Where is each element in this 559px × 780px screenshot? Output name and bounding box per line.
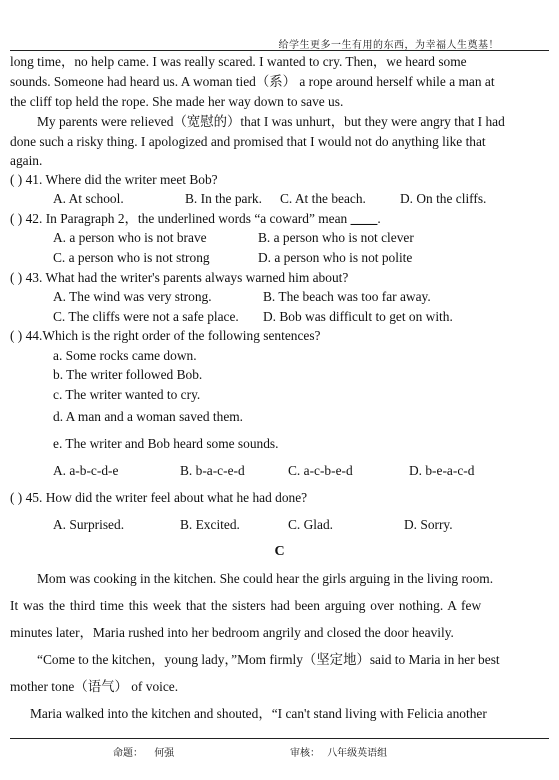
- q43-option-c: C. The cliffs were not a safe place.: [53, 309, 239, 324]
- section-c-line: It was the third time this week that the sisters had been arguing over nothing. A few: [10, 598, 482, 613]
- q43-option-a: A. The wind was very strong.: [53, 289, 212, 304]
- q43-option-b: B. The beach was too far away.: [263, 289, 431, 304]
- question-45-stem: ( ) 45. How did the writer feel about what he had done?: [10, 490, 308, 505]
- question-42-stem: [10, 211, 381, 227]
- q42-stem-post: .: [377, 211, 381, 226]
- section-c-line: “Come to the kitchen，young lady，”Mom firmly（坚定地）said to Maria in her best: [37, 652, 500, 667]
- q44-sentence-d: d. A man and a woman saved them.: [53, 409, 244, 424]
- q43-option-d: D. Bob was difficult to get on with.: [263, 309, 453, 324]
- q42-stem-pre: ( ) 42. In Paragraph 2，the underlined words “a coward” mean: [10, 211, 351, 226]
- footer-reviewer-label: 审核：: [290, 748, 320, 759]
- footer-author-label: 命题：: [113, 748, 143, 759]
- q44-sentence-c: c. The writer wanted to cry.: [53, 387, 201, 402]
- q45-option-c: C. Glad.: [288, 517, 334, 532]
- q41-option-d: D. On the cliffs.: [400, 191, 487, 206]
- question-44-stem: ( ) 44.Which is the right order of the following sentences?: [10, 328, 321, 343]
- section-c-line: Maria walked into the kitchen and shouted，“I can't stand living with Felicia another: [30, 706, 487, 721]
- q44-sentence-b: b. The writer followed Bob.: [53, 367, 203, 382]
- q42-blank: ____: [350, 211, 378, 226]
- q41-option-c: C. At the beach.: [280, 191, 366, 206]
- q44-option-a: A. a-b-c-d-e: [53, 463, 119, 478]
- q45-option-d: D. Sorry.: [404, 517, 453, 532]
- q44-option-c: C. a-c-b-e-d: [288, 463, 353, 478]
- footer-reviewer: [290, 744, 387, 759]
- section-c-title: C: [274, 544, 285, 559]
- passage-line: the cliff top held the rope. She made her way down to save us.: [10, 94, 344, 109]
- q41-option-b: B. In the park.: [185, 191, 262, 206]
- q42-option-a: A. a person who is not brave: [53, 230, 207, 245]
- header-slogan: 给学生更多一生有用的东西，为幸福人生奠基！: [278, 40, 499, 51]
- question-43-stem: ( ) 43. What had the writer's parents always warned him about?: [10, 270, 349, 285]
- section-c-line: mother tone（语气） of voice.: [10, 679, 179, 694]
- q41-option-a: A. At school.: [53, 191, 124, 206]
- q44-sentence-a: a. Some rocks came down.: [53, 348, 197, 363]
- q45-option-b: B. Excited.: [180, 517, 240, 532]
- q44-option-d: D. b-e-a-c-d: [409, 463, 475, 478]
- footer-reviewer-name: 八年级英语组: [327, 748, 388, 759]
- passage-line: sounds. Someone had heard us. A woman tied（系） a rope around herself while a man at: [10, 74, 495, 89]
- q42-option-b: B. a person who is not clever: [258, 230, 414, 245]
- q42-option-c: C. a person who is not strong: [53, 250, 210, 265]
- passage-line: long time，no help came. I was really scared. I wanted to cry. Then，we heard some: [10, 54, 467, 69]
- passage-line: done such a risky thing. I apologized and promised that I would not do anything like that: [10, 134, 486, 149]
- footer-author-name: 何强: [154, 748, 175, 759]
- section-c-line: Mom was cooking in the kitchen. She could hear the girls arguing in the living room.: [37, 571, 494, 586]
- section-c-line: minutes later，Maria rushed into her bedroom angrily and closed the door heavily.: [10, 625, 454, 640]
- q44-option-b: B. b-a-c-e-d: [180, 463, 245, 478]
- q42-option-d: D. a person who is not polite: [258, 250, 413, 265]
- footer-author: [113, 744, 174, 759]
- q44-sentence-e: e. The writer and Bob heard some sounds.: [53, 436, 279, 451]
- header-rule: [10, 50, 549, 51]
- passage-line: My parents were relieved（宽慰的）that I was unhurt，but they were angry that I had: [37, 114, 505, 129]
- footer-rule: [10, 738, 549, 739]
- passage-line: again.: [10, 153, 43, 168]
- question-41-stem: ( ) 41. Where did the writer meet Bob?: [10, 172, 218, 187]
- q45-option-a: A. Surprised.: [53, 517, 125, 532]
